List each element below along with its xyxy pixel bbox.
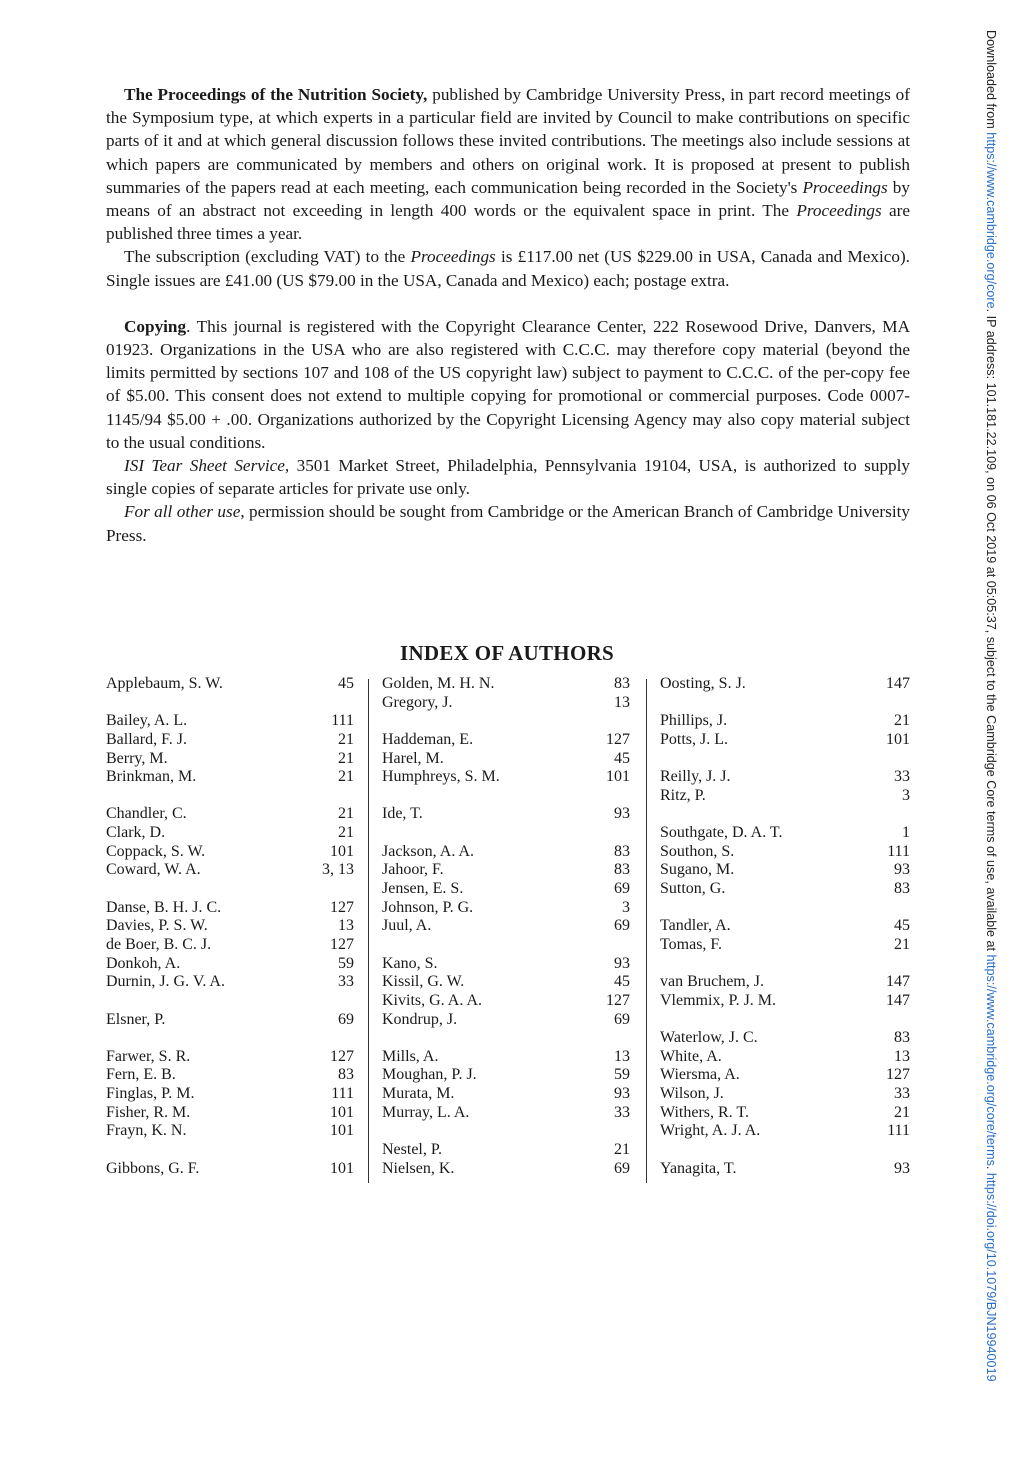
author-name: Yanagita, T.: [660, 1159, 737, 1177]
subscription-paragraph: [106, 245, 910, 291]
index-entry: [382, 1104, 630, 1123]
page-number: 101: [330, 1122, 354, 1140]
author-name: Kano, S.: [382, 954, 438, 972]
index-entry: [382, 992, 630, 1011]
page-number: 147: [886, 973, 910, 991]
download-notice-prefix: Downloaded from: [984, 30, 998, 133]
author-name: Mills, A.: [382, 1047, 439, 1065]
index-entry: [382, 917, 630, 936]
index-entry: [382, 675, 630, 694]
index-entry: [106, 955, 354, 974]
author-name: Southgate, D. A. T.: [660, 824, 783, 842]
italic-run: ISI Tear Sheet Service: [124, 456, 285, 476]
index-entry: [106, 1141, 354, 1160]
index-entry: [106, 712, 354, 731]
index-entry: [106, 861, 354, 880]
page-number: 33: [338, 973, 354, 991]
index-entry: [382, 1066, 630, 1085]
page-number: 127: [606, 991, 630, 1009]
author-name: Wiersma, A.: [660, 1066, 740, 1084]
author-name: Withers, R. T.: [660, 1103, 749, 1121]
index-entry: [382, 936, 630, 955]
author-name: Chandler, C.: [106, 805, 187, 823]
proceedings-paragraph: [106, 83, 910, 245]
index-entry: [382, 899, 630, 918]
index-entry: [660, 1066, 910, 1085]
text-run: published by Cambridge University Press, in part record meetings of the Symposium type, at which experts in a particular field are invited by Council to make contributions on specific parts of it and at which general discussion follows these invited contributions. The meetings also include sessions at which papers are communicated by members and others on original work. It is proposed at present to publish summaries of the papers read at each meeting, each communication being recorded in the Society's: [106, 85, 910, 197]
page-number: 69: [338, 1010, 354, 1028]
index-entry: [382, 973, 630, 992]
index-entry: [106, 899, 354, 918]
index-entry: [660, 694, 910, 713]
download-notice: [974, 30, 1002, 1450]
author-name: Waterlow, J. C.: [660, 1029, 758, 1047]
index-entry: [382, 1122, 630, 1141]
page-number: 21: [894, 1103, 910, 1121]
author-name: Murray, L. A.: [382, 1103, 470, 1121]
author-name: Murata, M.: [382, 1085, 455, 1103]
index-entry: [382, 731, 630, 750]
index-entry: [106, 694, 354, 713]
author-name: Clark, D.: [106, 824, 166, 842]
index-entry: [382, 955, 630, 974]
index-entry: [382, 694, 630, 713]
index-entry: [660, 1104, 910, 1123]
page-number: 101: [606, 768, 630, 786]
page-number: 45: [614, 973, 630, 991]
author-name: Golden, M. H. N.: [382, 675, 495, 692]
index-entry: [106, 880, 354, 899]
author-name: Potts, J. L.: [660, 730, 729, 748]
index-entry: [660, 731, 910, 750]
page-number: 101: [330, 842, 354, 860]
index-entry: [106, 768, 354, 787]
cambridge-core-link[interactable]: https://www.cambridge.org/core: [984, 132, 998, 309]
author-name: Tandler, A.: [660, 917, 731, 935]
download-notice-middle: . IP address: 101.181.22.109, on 06 Oct 2019 at 05:05:37, subject to the Cambridge Core terms of use, available at: [984, 308, 998, 955]
text-run: by means of an abstract not exceeding in length 400 words or the equivalent space in print. The: [106, 177, 910, 221]
download-notice-sep: .: [984, 1165, 998, 1173]
column-divider: [368, 679, 369, 1183]
author-name: Farwer, S. R.: [106, 1047, 191, 1065]
index-entry: [382, 1048, 630, 1067]
page-number: 127: [330, 935, 354, 953]
page-number: 111: [887, 842, 910, 860]
index-column-3: [660, 675, 910, 1178]
index-entry: [106, 750, 354, 769]
terms-link[interactable]: https://www.cambridge.org/core/terms: [984, 954, 998, 1166]
author-name: Phillips, J.: [660, 712, 728, 730]
page-number: 101: [330, 1103, 354, 1121]
author-name: Nielsen, K.: [382, 1159, 455, 1177]
page-number: 13: [614, 1047, 630, 1065]
page-number: 83: [894, 880, 910, 898]
index-entry: [106, 973, 354, 992]
index-entry: [106, 1160, 354, 1179]
page-number: 83: [614, 861, 630, 879]
page-number: 111: [887, 1122, 910, 1140]
proceedings-heading: The Proceedings of the Nutrition Society,: [124, 85, 428, 104]
page-number: 111: [331, 1085, 354, 1103]
page-number: 13: [338, 917, 354, 935]
index-entry: [382, 1029, 630, 1048]
index-entry: [660, 899, 910, 918]
page-number: 33: [894, 768, 910, 786]
page-number: 33: [614, 1103, 630, 1121]
isi-paragraph: [106, 454, 910, 500]
index-entry: [660, 1085, 910, 1104]
page-number: 21: [338, 768, 354, 786]
index-entry: [106, 787, 354, 806]
author-name: van Bruchem, J.: [660, 973, 764, 991]
author-name: Bailey, A. L.: [106, 712, 188, 730]
page-number: 21: [338, 730, 354, 748]
index-entry: [660, 787, 910, 806]
index-entry: [106, 843, 354, 862]
author-name: Johnson, P. G.: [382, 898, 474, 916]
page-number: 147: [886, 675, 910, 692]
index-entry: [106, 917, 354, 936]
author-name: Tomas, F.: [660, 935, 723, 953]
copying-heading: Copying: [124, 316, 187, 336]
author-name: Danse, B. H. J. C.: [106, 898, 222, 916]
index-entry: [660, 675, 910, 694]
index-entry: [660, 843, 910, 862]
index-entry: [382, 861, 630, 880]
index-entry: [382, 787, 630, 806]
page-number: 3: [622, 898, 630, 916]
author-name: Haddeman, E.: [382, 730, 474, 748]
page-number: 69: [614, 917, 630, 935]
author-name: Berry, M.: [106, 749, 168, 767]
author-name: Kissil, G. W.: [382, 973, 465, 991]
page-number: 59: [614, 1066, 630, 1084]
author-name: Fern, E. B.: [106, 1066, 176, 1084]
author-name: White, A.: [660, 1047, 722, 1065]
author-name: Coward, W. A.: [106, 861, 201, 879]
index-entry: [382, 843, 630, 862]
page-number: 83: [894, 1029, 910, 1047]
italic-run: Proceedings: [410, 247, 496, 267]
author-name: Humphreys, S. M.: [382, 768, 500, 786]
author-name: Ritz, P.: [660, 786, 706, 804]
author-name: Jahoor, F.: [382, 861, 444, 879]
page-number: 127: [606, 730, 630, 748]
index-entry: [660, 1029, 910, 1048]
other-use-paragraph: [106, 500, 910, 546]
index-entry: [660, 880, 910, 899]
page-number: 147: [886, 991, 910, 1009]
page-number: 3, 13: [322, 861, 354, 879]
index-column-2: [382, 675, 630, 1178]
page-number: 101: [886, 730, 910, 748]
index-entry: [660, 936, 910, 955]
index-entry: [660, 973, 910, 992]
index-entry: [660, 1048, 910, 1067]
page-number: 101: [330, 1159, 354, 1177]
author-name: Kondrup, J.: [382, 1010, 458, 1028]
text-run: . This journal is registered with the Copyright Clearance Center, 222 Rosewood Drive, Danvers, MA 01923. Organizations in the USA who are also registered with C.C.C. may therefore copy material (beyond the limits permitted by sections 107 and 108 of the US copyright law) subject to payment to C.C.C. of the per-copy fee of $5.00. This consent does not extend to multiple copying for promotional or commercial purposes. Code 0007-1145/94 $5.00 + .00. Organizations authorized by the Copyright Licensing Agency may also copy material subject to the usual conditions.: [106, 316, 910, 452]
index-entry: [382, 712, 630, 731]
page-number: 21: [614, 1141, 630, 1159]
page-number: 21: [338, 749, 354, 767]
doi-link[interactable]: https://doi.org/10.1079/BJN19940019: [984, 1172, 998, 1382]
page-number: 83: [614, 675, 630, 692]
index-entry: [660, 861, 910, 880]
italic-run: Proceedings: [802, 177, 888, 197]
index-entry: [660, 1160, 910, 1179]
notice-text: [106, 83, 910, 547]
page-number: 111: [331, 712, 354, 730]
page-number: 93: [614, 805, 630, 823]
index-entry: [660, 1141, 910, 1160]
index-entry: [660, 750, 910, 769]
index-entry: [660, 992, 910, 1011]
index-entry: [660, 824, 910, 843]
index-entry: [660, 712, 910, 731]
author-name: Juul, A.: [382, 917, 432, 935]
author-name: Sutton, G.: [660, 880, 726, 898]
index-entry: [660, 1011, 910, 1030]
text-run: is £117.00 net (US $229.00 in USA, Canada and Mexico). Single issues are £41.00 (US $79.00 in the USA, Canada and Mexico) each; postage extra.: [106, 247, 910, 290]
index-entry: [106, 936, 354, 955]
index-entry: [382, 1160, 630, 1179]
page-number: 69: [614, 1010, 630, 1028]
index-entry: [106, 675, 354, 694]
index-entry: [382, 1011, 630, 1030]
index-entry: [382, 805, 630, 824]
author-name: Reilly, J. J.: [660, 768, 731, 786]
text-run: The subscription (excluding VAT) to the: [124, 247, 411, 267]
index-column-1: [106, 675, 354, 1178]
author-name: de Boer, B. C. J.: [106, 935, 212, 953]
author-name: Harel, M.: [382, 749, 444, 767]
page-number: 69: [614, 880, 630, 898]
author-name: Fisher, R. M.: [106, 1103, 191, 1121]
page-number: 83: [614, 842, 630, 860]
author-name: Moughan, P. J.: [382, 1066, 477, 1084]
italic-run: For all other use: [124, 502, 241, 522]
index-entry: [660, 1122, 910, 1141]
author-name: Frayn, K. N.: [106, 1122, 187, 1140]
page-number: 69: [614, 1159, 630, 1177]
index-entry: [382, 750, 630, 769]
index-entry: [106, 992, 354, 1011]
index-entry: [106, 1048, 354, 1067]
author-name: Durnin, J. G. V. A.: [106, 973, 225, 991]
page-number: 45: [614, 749, 630, 767]
index-entry: [106, 824, 354, 843]
index-entry: [382, 768, 630, 787]
author-name: Sugano, M.: [660, 861, 735, 879]
author-name: Southon, S.: [660, 842, 735, 860]
index-entry: [660, 917, 910, 936]
text-run: are published three times a year.: [106, 201, 910, 244]
author-name: Ide, T.: [382, 805, 423, 823]
copying-paragraph: [106, 315, 910, 454]
author-name: Wilson, J.: [660, 1085, 724, 1103]
index-entry: [106, 1104, 354, 1123]
page-number: 83: [338, 1066, 354, 1084]
index-entry: [106, 731, 354, 750]
page-number: 21: [338, 805, 354, 823]
page-number: 93: [894, 861, 910, 879]
author-name: Finglas, P. M.: [106, 1085, 195, 1103]
index-entry: [106, 1085, 354, 1104]
italic-run: Proceedings: [796, 201, 882, 221]
index-entry: [106, 1011, 354, 1030]
text-run: , permission should be sought from Cambridge or the American Branch of Cambridge University Press.: [106, 502, 910, 545]
author-name: Vlemmix, P. J. M.: [660, 991, 777, 1009]
column-divider: [646, 679, 647, 1183]
author-name: Oosting, S. J.: [660, 675, 746, 692]
author-name: Davies, P. S. W.: [106, 917, 208, 935]
author-name: Donkoh, A.: [106, 954, 181, 972]
page-number: 3: [902, 786, 910, 804]
page-number: 127: [330, 898, 354, 916]
index-entry: [660, 768, 910, 787]
index-entry: [106, 1029, 354, 1048]
author-name: Elsner, P.: [106, 1010, 166, 1028]
page-number: 1: [902, 824, 910, 842]
page-number: 93: [614, 1085, 630, 1103]
page-number: 45: [338, 675, 354, 692]
author-name: Gibbons, G. F.: [106, 1159, 200, 1177]
index-entry: [382, 1085, 630, 1104]
author-name: Applebaum, S. W.: [106, 675, 223, 692]
page-number: 127: [886, 1066, 910, 1084]
author-name: Kivits, G. A. A.: [382, 991, 483, 1009]
text-run: , 3501 Market Street, Philadelphia, Pennsylvania 19104, USA, is authorized to supply single copies of separate articles for private use only.: [106, 456, 910, 499]
index-entry: [660, 955, 910, 974]
page-number: 127: [330, 1047, 354, 1065]
index-entry: [660, 805, 910, 824]
page-number: 21: [338, 824, 354, 842]
page-number: 21: [894, 935, 910, 953]
author-name: Coppack, S. W.: [106, 842, 206, 860]
index-entry: [106, 1066, 354, 1085]
author-name: Ballard, F. J.: [106, 730, 187, 748]
index-entry: [106, 805, 354, 824]
page-number: 93: [894, 1159, 910, 1177]
index-entry: [382, 880, 630, 899]
page-number: 59: [338, 954, 354, 972]
page-number: 21: [894, 712, 910, 730]
author-name: Nestel, P.: [382, 1141, 442, 1159]
author-name: Jensen, E. S.: [382, 880, 464, 898]
page-number: 45: [894, 917, 910, 935]
page-number: 13: [614, 693, 630, 711]
index-entry: [382, 1141, 630, 1160]
author-name: Wright, A. J. A.: [660, 1122, 761, 1140]
author-index: [106, 675, 910, 1195]
author-name: Brinkman, M.: [106, 768, 197, 786]
index-entry: [106, 1122, 354, 1141]
author-name: Gregory, J.: [382, 693, 453, 711]
index-entry: [382, 824, 630, 843]
index-title: INDEX OF AUTHORS: [399, 641, 615, 665]
author-name: Jackson, A. A.: [382, 842, 474, 860]
page-number: 93: [614, 954, 630, 972]
page-number: 13: [894, 1047, 910, 1065]
page-number: 33: [894, 1085, 910, 1103]
